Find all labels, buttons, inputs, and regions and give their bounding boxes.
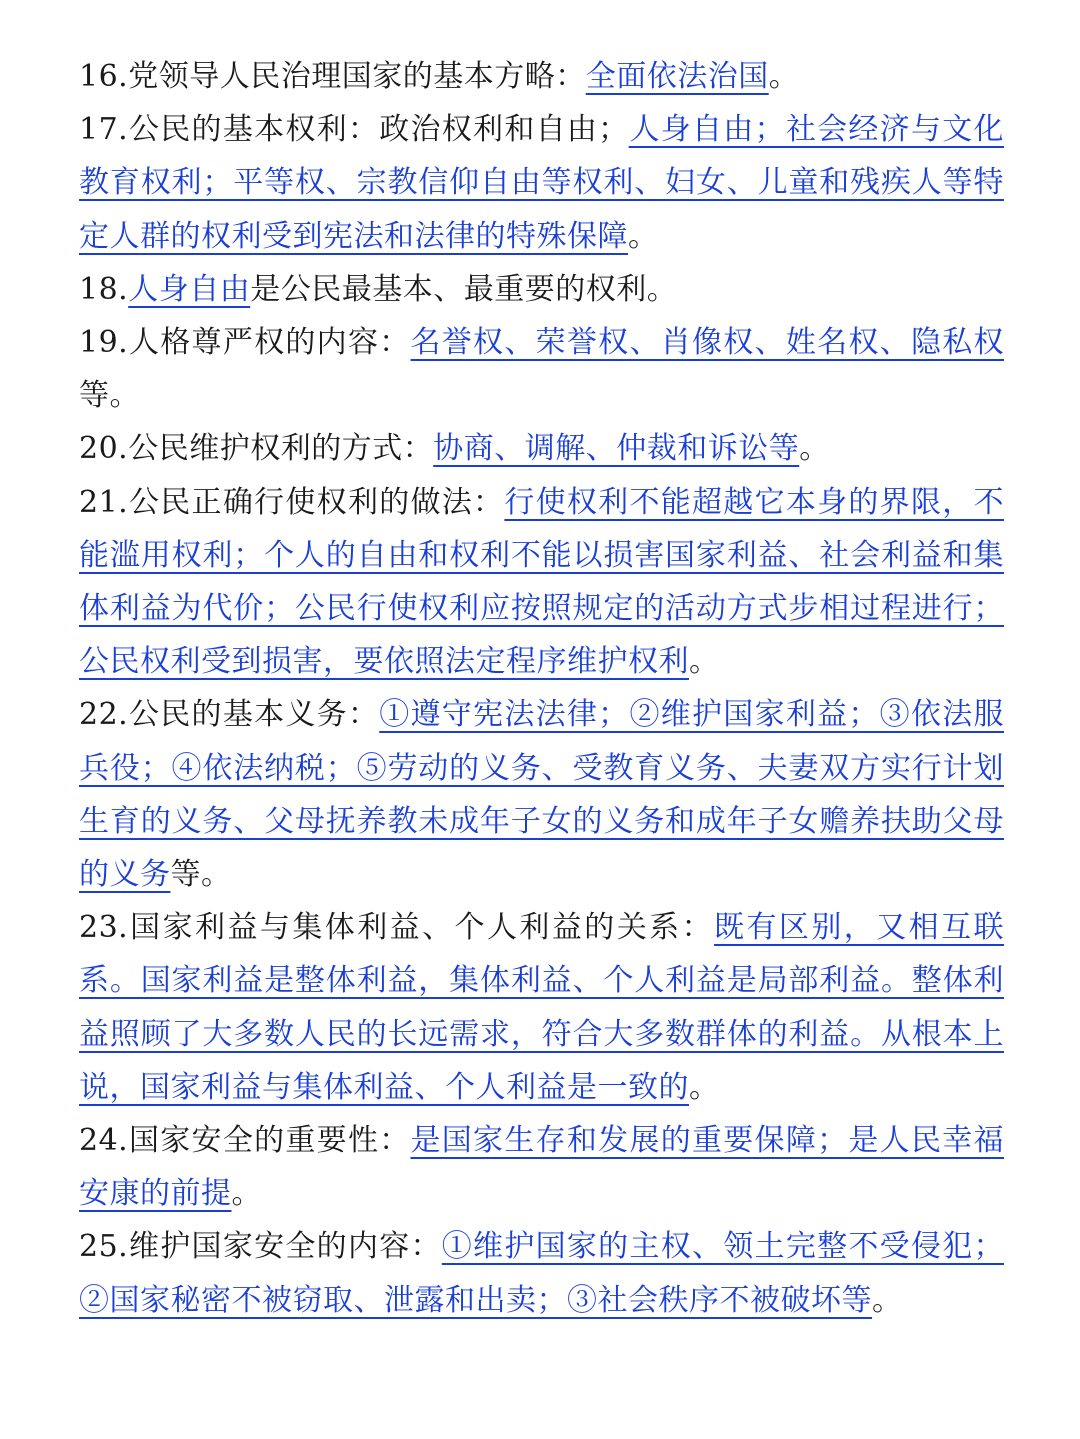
item-question: 公民维护权利的方式：	[128, 431, 434, 467]
item-16	[79, 50, 1004, 103]
item-answer: ①遵守宪法法律；②维护国家利益；③依法服兵役；④依法纳税；⑤劳动的义务、受教育义务、夫妻双方实行计划生育的义务、父母抚养教未成年子女的义务和成年子女赡养扶助父母的义务	[79, 697, 1005, 893]
item-question: 公民的基本义务：	[128, 697, 380, 733]
item-question: 国家安全的重要性：	[128, 1123, 411, 1159]
document-body	[79, 50, 1004, 1327]
item-answer: 名誉权、荣誉权、肖像权、姓名权、隐私权	[410, 325, 1005, 361]
item-number: 23.	[79, 910, 129, 946]
item-tail: 等。	[79, 378, 140, 414]
item-24	[79, 1114, 1004, 1220]
item-18	[79, 263, 1004, 316]
item-answer: 协商、调解、仲裁和诉讼等	[433, 431, 800, 467]
item-answer: 既有区别，又相互联系。国家利益是整体利益，集体利益、个人利益是局部利益。整体利益照顾了大多数人民的长远需求，符合大多数群体的利益。从根本上说，国家利益与集体利益、个人利益是一致的	[79, 910, 1005, 1105]
item-25	[79, 1220, 1004, 1326]
item-answer: ①维护国家的主权、领土完整不受侵犯；②国家秘密不被窃取、泄露和出卖；③社会秩序不被破坏等	[79, 1229, 1005, 1318]
item-tail: 。	[768, 59, 800, 94]
item-question: 人格尊严权的内容：	[128, 325, 411, 361]
item-tail: 等。	[170, 857, 232, 893]
item-tail: 。	[231, 1176, 262, 1212]
item-answer: 是国家生存和发展的重要保障；是人民幸福安康的前提	[79, 1123, 1005, 1212]
item-22	[79, 688, 1004, 901]
item-tail: 。	[628, 218, 659, 254]
item-answer: 人身自由；社会经济与文化教育权利；平等权、宗教信仰自由等权利、妇女、儿童和残疾人等特定人群的权利受到宪法和法律的特殊保障	[79, 112, 1005, 254]
item-tail: 。	[689, 644, 720, 680]
item-17	[79, 103, 1004, 263]
item-number: 20.	[79, 431, 129, 467]
item-answer: 行使权利不能超越它本身的界限，不能滥用权利；个人的自由和权利不能以损害国家利益、社会利益和集体利益为代价；公民行使权利应按照规定的活动方式步相过程进行；公民权利受到损害，要依照法定程序维护权利	[79, 484, 1005, 680]
item-tail: 。	[872, 1282, 903, 1318]
item-number: 17.	[79, 112, 129, 148]
item-number: 18.	[79, 271, 129, 307]
item-answer: 人身自由	[128, 271, 251, 307]
item-number: 22.	[79, 697, 129, 733]
item-question: 国家利益与集体利益、个人利益的关系：	[128, 910, 715, 946]
item-tail: 。	[689, 1069, 720, 1105]
item-number: 19.	[79, 325, 129, 361]
item-20	[79, 422, 1004, 475]
item-19	[79, 316, 1004, 422]
item-tail: 是公民最基本、最重要的权利。	[250, 271, 678, 307]
item-tail: 。	[799, 431, 830, 467]
item-question: 公民正确行使权利的做法：	[128, 484, 505, 520]
item-23	[79, 901, 1004, 1114]
item-number: 25.	[79, 1229, 129, 1265]
item-answer: 全面依法治国	[585, 59, 769, 94]
item-question: 公民的基本权利：政治权利和自由；	[128, 112, 629, 148]
item-number: 24.	[79, 1123, 129, 1159]
item-number: 16.	[79, 59, 129, 94]
item-21	[79, 476, 1004, 689]
item-question: 党领导人民治理国家的基本方略：	[128, 59, 586, 94]
item-question: 维护国家安全的内容：	[128, 1229, 442, 1265]
item-number: 21.	[79, 484, 129, 520]
